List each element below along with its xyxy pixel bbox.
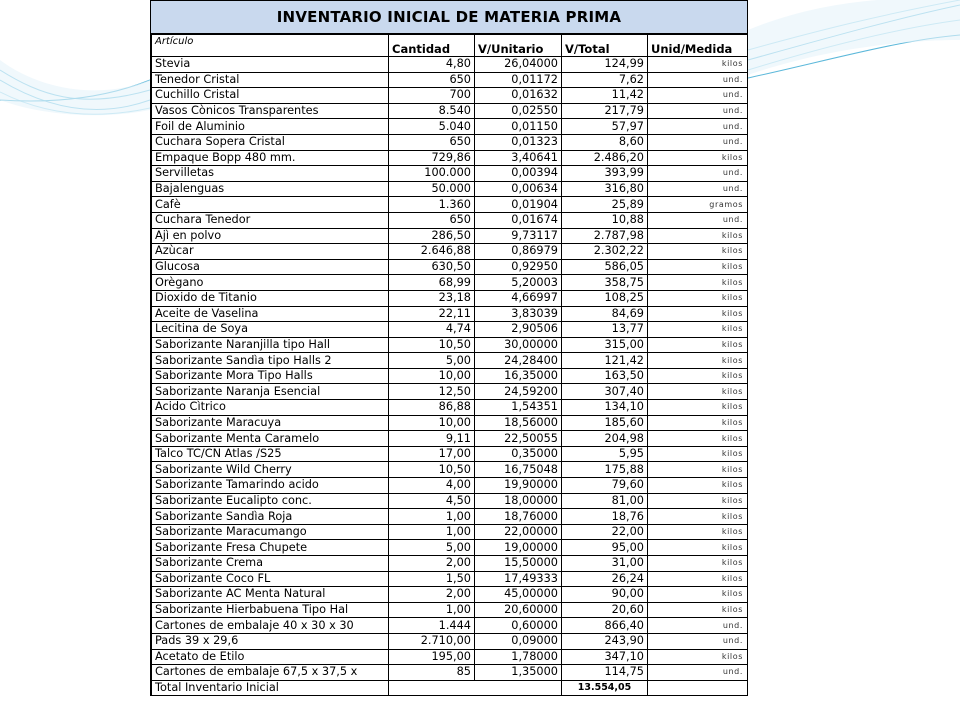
cell-articulo: Saborizante Coco FL	[152, 571, 389, 587]
table-row	[152, 57, 748, 73]
cell-unidad: kilos	[648, 150, 748, 166]
cell-vunitario: 0,01674	[475, 212, 562, 228]
cell-vunitario: 19,00000	[475, 540, 562, 556]
cell-vtotal: 2.302,22	[562, 244, 648, 260]
cell-unidad: gramos	[648, 197, 748, 213]
table-row	[152, 649, 748, 665]
table-row	[152, 556, 748, 572]
cell-articulo: Bajalenguas	[152, 181, 389, 197]
cell-unidad: kilos	[648, 524, 748, 540]
table-row	[152, 633, 748, 649]
cell-unidad: und.	[648, 134, 748, 150]
cell-vunitario: 0,92950	[475, 259, 562, 275]
cell-cantidad: 68,99	[389, 275, 475, 291]
cell-vtotal: 5,95	[562, 446, 648, 462]
cell-vunitario: 18,00000	[475, 493, 562, 509]
cell-unidad: kilos	[648, 306, 748, 322]
cell-vunitario: 24,59200	[475, 384, 562, 400]
inventory-sheet	[150, 0, 748, 696]
cell-vtotal: 316,80	[562, 181, 648, 197]
cell-articulo: Dioxido de Titanio	[152, 290, 389, 306]
table-row	[152, 384, 748, 400]
cell-vtotal: 2.486,20	[562, 150, 648, 166]
cell-vunitario: 45,00000	[475, 587, 562, 603]
table-row	[152, 72, 748, 88]
cell-vunitario: 1,78000	[475, 649, 562, 665]
table-row	[152, 431, 748, 447]
cell-cantidad: 2.646,88	[389, 244, 475, 260]
cell-vtotal: 217,79	[562, 103, 648, 119]
cell-cantidad: 86,88	[389, 400, 475, 416]
cell-articulo: Acetato de Etilo	[152, 649, 389, 665]
cell-vunitario: 16,35000	[475, 368, 562, 384]
total-label: Total Inventario Inicial	[152, 680, 389, 696]
cell-unidad: kilos	[648, 571, 748, 587]
cell-vtotal: 22,00	[562, 524, 648, 540]
cell-cantidad: 50.000	[389, 181, 475, 197]
cell-cantidad: 2,00	[389, 587, 475, 603]
cell-vtotal: 347,10	[562, 649, 648, 665]
cell-vtotal: 108,25	[562, 290, 648, 306]
cell-vtotal: 13,77	[562, 322, 648, 338]
cell-cantidad: 22,11	[389, 306, 475, 322]
cell-articulo: Saborizante Fresa Chupete	[152, 540, 389, 556]
cell-vunitario: 1,54351	[475, 400, 562, 416]
table-row	[152, 88, 748, 104]
cell-cantidad: 650	[389, 134, 475, 150]
cell-vunitario: 2,90506	[475, 322, 562, 338]
cell-vunitario: 18,56000	[475, 415, 562, 431]
cell-cantidad: 5,00	[389, 540, 475, 556]
cell-cantidad: 10,50	[389, 337, 475, 353]
cell-unidad: kilos	[648, 259, 748, 275]
cell-vtotal: 358,75	[562, 275, 648, 291]
cell-articulo: Saborizante Crema	[152, 556, 389, 572]
cell-articulo: Orègano	[152, 275, 389, 291]
cell-vunitario: 15,50000	[475, 556, 562, 572]
cell-articulo: Acido Cìtrico	[152, 400, 389, 416]
table-row	[152, 478, 748, 494]
cell-unidad: kilos	[648, 400, 748, 416]
cell-articulo: Foil de Aluminio	[152, 119, 389, 135]
cell-cantidad: 650	[389, 72, 475, 88]
cell-unidad: und.	[648, 181, 748, 197]
cell-unidad: kilos	[648, 384, 748, 400]
cell-articulo: Pads 39 x 29,6	[152, 633, 389, 649]
table-row	[152, 228, 748, 244]
cell-vtotal: 8,60	[562, 134, 648, 150]
cell-articulo: Saborizante Sandìa tipo Halls 2	[152, 353, 389, 369]
cell-vunitario: 0,01150	[475, 119, 562, 135]
cell-unidad: kilos	[648, 431, 748, 447]
sheet-title: INVENTARIO INICIAL DE MATERIA PRIMA	[151, 1, 747, 34]
table-row	[152, 275, 748, 291]
cell-vtotal: 121,42	[562, 353, 648, 369]
cell-articulo: Saborizante Tamarindo acido	[152, 478, 389, 494]
table-row	[152, 602, 748, 618]
table-row	[152, 337, 748, 353]
table-row	[152, 415, 748, 431]
cell-vunitario: 22,00000	[475, 524, 562, 540]
cell-articulo: Glucosa	[152, 259, 389, 275]
table-row	[152, 212, 748, 228]
table-row	[152, 259, 748, 275]
cell-vunitario: 0,09000	[475, 633, 562, 649]
table-row	[152, 322, 748, 338]
cell-vunitario: 22,50055	[475, 431, 562, 447]
cell-vtotal: 84,69	[562, 306, 648, 322]
table-row	[152, 618, 748, 634]
cell-vunitario: 0,01323	[475, 134, 562, 150]
cell-articulo: Saborizante Maracuya	[152, 415, 389, 431]
cell-unidad: und.	[648, 103, 748, 119]
table-row	[152, 493, 748, 509]
cell-cantidad: 10,50	[389, 462, 475, 478]
table-row	[152, 134, 748, 150]
table-row	[152, 509, 748, 525]
cell-articulo: Cartones de embalaje 40 x 30 x 30	[152, 618, 389, 634]
cell-unidad: kilos	[648, 244, 748, 260]
cell-vunitario: 17,49333	[475, 571, 562, 587]
cell-vtotal: 7,62	[562, 72, 648, 88]
table-row	[152, 103, 748, 119]
cell-articulo: Lecitina de Soya	[152, 322, 389, 338]
cell-unidad: kilos	[648, 587, 748, 603]
table-row	[152, 524, 748, 540]
table-row	[152, 166, 748, 182]
cell-unidad: und.	[648, 665, 748, 681]
cell-vtotal: 18,76	[562, 509, 648, 525]
cell-cantidad: 23,18	[389, 290, 475, 306]
table-row	[152, 244, 748, 260]
cell-cantidad: 1.360	[389, 197, 475, 213]
cell-vtotal: 20,60	[562, 602, 648, 618]
cell-cantidad: 5,00	[389, 353, 475, 369]
cell-unidad: kilos	[648, 57, 748, 73]
cell-vtotal: 315,00	[562, 337, 648, 353]
cell-vtotal: 163,50	[562, 368, 648, 384]
cell-articulo: Azùcar	[152, 244, 389, 260]
cell-vtotal: 25,89	[562, 197, 648, 213]
cell-unidad: kilos	[648, 275, 748, 291]
table-row	[152, 400, 748, 416]
cell-articulo: Saborizante Sandìa Roja	[152, 509, 389, 525]
cell-articulo: Saborizante Hierbabuena Tipo Hal	[152, 602, 389, 618]
cell-vtotal: 95,00	[562, 540, 648, 556]
cell-unidad: kilos	[648, 462, 748, 478]
cell-articulo: Cartones de embalaje 67,5 x 37,5 x	[152, 665, 389, 681]
cell-vunitario: 24,28400	[475, 353, 562, 369]
table-row	[152, 150, 748, 166]
cell-vunitario: 26,04000	[475, 57, 562, 73]
cell-articulo: Saborizante AC Menta Natural	[152, 587, 389, 603]
header-vtotal: V/Total	[562, 35, 648, 57]
cell-articulo: Cuchara Tenedor	[152, 212, 389, 228]
cell-cantidad: 85	[389, 665, 475, 681]
cell-unidad: kilos	[648, 493, 748, 509]
cell-unidad: und.	[648, 618, 748, 634]
cell-articulo: Vasos Cònicos Transparentes	[152, 103, 389, 119]
inventory-table	[151, 34, 748, 696]
cell-articulo: Saborizante Menta Caramelo	[152, 431, 389, 447]
cell-vunitario: 0,00394	[475, 166, 562, 182]
cell-vunitario: 0,01904	[475, 197, 562, 213]
cell-vunitario: 5,20003	[475, 275, 562, 291]
cell-vunitario: 3,83039	[475, 306, 562, 322]
cell-unidad: kilos	[648, 337, 748, 353]
cell-articulo: Ajì en polvo	[152, 228, 389, 244]
cell-unidad: und.	[648, 88, 748, 104]
total-row	[152, 680, 748, 696]
cell-vtotal: 2.787,98	[562, 228, 648, 244]
cell-articulo: Servilletas	[152, 166, 389, 182]
cell-unidad: kilos	[648, 649, 748, 665]
cell-cantidad: 8.540	[389, 103, 475, 119]
cell-vunitario: 20,60000	[475, 602, 562, 618]
table-row	[152, 540, 748, 556]
cell-articulo: Talco TC/CN Atlas /S25	[152, 446, 389, 462]
cell-articulo: Saborizante Wild Cherry	[152, 462, 389, 478]
cell-vunitario: 18,76000	[475, 509, 562, 525]
header-articulo: Artículo	[152, 35, 389, 57]
cell-articulo: Stevia	[152, 57, 389, 73]
cell-unidad: und.	[648, 633, 748, 649]
cell-unidad: kilos	[648, 540, 748, 556]
cell-cantidad: 286,50	[389, 228, 475, 244]
cell-articulo: Saborizante Eucalipto conc.	[152, 493, 389, 509]
cell-vunitario: 0,01632	[475, 88, 562, 104]
cell-cantidad: 1,00	[389, 524, 475, 540]
cell-vtotal: 175,88	[562, 462, 648, 478]
cell-cantidad: 700	[389, 88, 475, 104]
table-row	[152, 368, 748, 384]
cell-vtotal: 26,24	[562, 571, 648, 587]
header-cantidad: Cantidad	[389, 35, 475, 57]
cell-unidad: kilos	[648, 415, 748, 431]
cell-vtotal: 307,40	[562, 384, 648, 400]
cell-vunitario: 9,73117	[475, 228, 562, 244]
cell-articulo: Empaque Bopp 480 mm.	[152, 150, 389, 166]
cell-vtotal: 243,90	[562, 633, 648, 649]
table-row	[152, 665, 748, 681]
cell-vtotal: 81,00	[562, 493, 648, 509]
cell-cantidad: 1,00	[389, 602, 475, 618]
cell-articulo: Saborizante Naranja Esencial	[152, 384, 389, 400]
cell-vtotal: 79,60	[562, 478, 648, 494]
table-row	[152, 306, 748, 322]
cell-vunitario: 0,02550	[475, 103, 562, 119]
total-spacer	[389, 680, 562, 696]
cell-cantidad: 9,11	[389, 431, 475, 447]
cell-unidad: kilos	[648, 602, 748, 618]
cell-cantidad: 195,00	[389, 649, 475, 665]
cell-vtotal: 204,98	[562, 431, 648, 447]
cell-articulo: Saborizante Maracumango	[152, 524, 389, 540]
cell-vunitario: 19,90000	[475, 478, 562, 494]
cell-cantidad: 12,50	[389, 384, 475, 400]
cell-vunitario: 1,35000	[475, 665, 562, 681]
cell-vunitario: 30,00000	[475, 337, 562, 353]
cell-unidad: kilos	[648, 446, 748, 462]
cell-cantidad: 4,74	[389, 322, 475, 338]
table-row	[152, 571, 748, 587]
cell-articulo: Cafè	[152, 197, 389, 213]
cell-unidad: kilos	[648, 478, 748, 494]
table-row	[152, 587, 748, 603]
cell-vtotal: 134,10	[562, 400, 648, 416]
header-unidad: Unid/Medida	[648, 35, 748, 57]
total-spacer-right	[648, 680, 748, 696]
table-row	[152, 119, 748, 135]
cell-vtotal: 586,05	[562, 259, 648, 275]
cell-cantidad: 4,80	[389, 57, 475, 73]
cell-cantidad: 10,00	[389, 415, 475, 431]
header-row	[152, 35, 748, 57]
cell-unidad: kilos	[648, 228, 748, 244]
cell-vtotal: 393,99	[562, 166, 648, 182]
cell-cantidad: 1,00	[389, 509, 475, 525]
cell-cantidad: 729,86	[389, 150, 475, 166]
cell-cantidad: 1,50	[389, 571, 475, 587]
cell-vtotal: 114,75	[562, 665, 648, 681]
cell-articulo: Tenedor Cristal	[152, 72, 389, 88]
cell-vunitario: 0,00634	[475, 181, 562, 197]
cell-cantidad: 630,50	[389, 259, 475, 275]
cell-vunitario: 0,35000	[475, 446, 562, 462]
table-row	[152, 181, 748, 197]
cell-vunitario: 3,40641	[475, 150, 562, 166]
cell-vtotal: 11,42	[562, 88, 648, 104]
cell-vtotal: 10,88	[562, 212, 648, 228]
total-value: 13.554,05	[562, 680, 648, 696]
cell-cantidad: 650	[389, 212, 475, 228]
table-row	[152, 197, 748, 213]
cell-cantidad: 17,00	[389, 446, 475, 462]
cell-articulo: Aceite de Vaselina	[152, 306, 389, 322]
cell-vunitario: 16,75048	[475, 462, 562, 478]
cell-vtotal: 866,40	[562, 618, 648, 634]
cell-unidad: kilos	[648, 368, 748, 384]
cell-cantidad: 100.000	[389, 166, 475, 182]
cell-unidad: kilos	[648, 509, 748, 525]
cell-unidad: und.	[648, 212, 748, 228]
cell-unidad: und.	[648, 166, 748, 182]
cell-cantidad: 2.710,00	[389, 633, 475, 649]
cell-unidad: kilos	[648, 353, 748, 369]
table-row	[152, 446, 748, 462]
cell-unidad: und.	[648, 72, 748, 88]
cell-cantidad: 4,00	[389, 478, 475, 494]
cell-vtotal: 124,99	[562, 57, 648, 73]
cell-cantidad: 5.040	[389, 119, 475, 135]
cell-articulo: Saborizante Naranjilla tipo Hall	[152, 337, 389, 353]
cell-vtotal: 185,60	[562, 415, 648, 431]
header-vunitario: V/Unitario	[475, 35, 562, 57]
table-row	[152, 353, 748, 369]
cell-unidad: und.	[648, 119, 748, 135]
cell-vunitario: 4,66997	[475, 290, 562, 306]
cell-vtotal: 31,00	[562, 556, 648, 572]
table-row	[152, 462, 748, 478]
cell-cantidad: 2,00	[389, 556, 475, 572]
cell-cantidad: 1.444	[389, 618, 475, 634]
cell-vunitario: 0,01172	[475, 72, 562, 88]
cell-articulo: Cuchillo Cristal	[152, 88, 389, 104]
cell-vtotal: 57,97	[562, 119, 648, 135]
cell-unidad: kilos	[648, 322, 748, 338]
table-row	[152, 290, 748, 306]
cell-vunitario: 0,60000	[475, 618, 562, 634]
cell-articulo: Saborizante Mora Tipo Halls	[152, 368, 389, 384]
cell-cantidad: 10,00	[389, 368, 475, 384]
cell-unidad: kilos	[648, 556, 748, 572]
cell-articulo: Cuchara Sopera Cristal	[152, 134, 389, 150]
cell-vtotal: 90,00	[562, 587, 648, 603]
cell-vunitario: 0,86979	[475, 244, 562, 260]
cell-unidad: kilos	[648, 290, 748, 306]
cell-cantidad: 4,50	[389, 493, 475, 509]
